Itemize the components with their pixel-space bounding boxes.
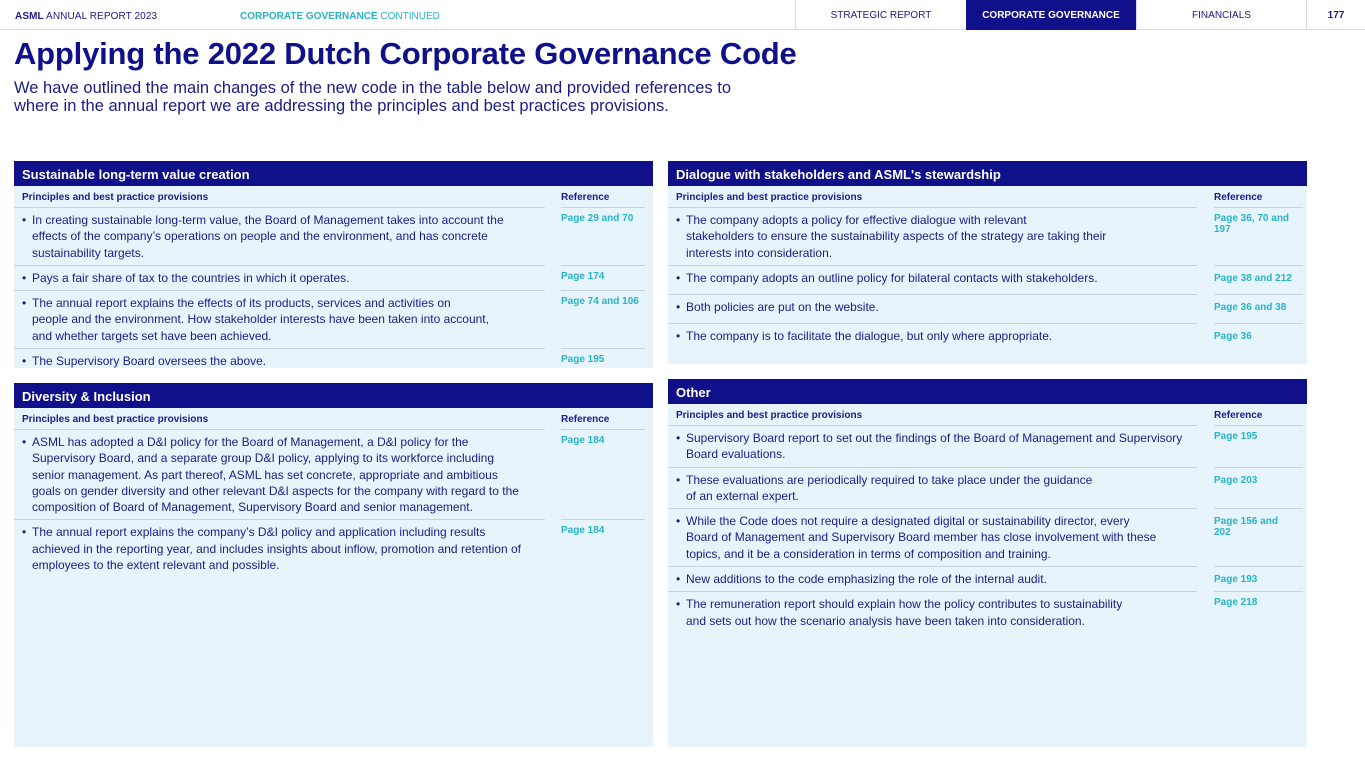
table-row [14,520,653,577]
reference-link[interactable]: Page 36 [1214,331,1252,343]
bullet-icon: • [676,270,681,285]
table-row [668,208,1307,266]
provision-text: The Supervisory Board oversees the above. [32,354,267,369]
column-headers [668,186,1307,208]
bullet-icon: • [676,572,681,587]
bullet-icon: • [22,525,27,540]
reference-link[interactable]: Page 36 and 38 [1214,295,1303,324]
reference-link[interactable]: Page 218 [1214,597,1258,609]
reference-link[interactable]: Page 203 [1214,468,1303,510]
reference-link[interactable]: Page 36, 70 and 197 [1214,208,1303,266]
provision-text: ASML has adopted a D&I policy for the Board of Management, a D&I policy for the Supervisory Board, and a separate group D&I policy, applying to its workforce including senior management. As part thereof, ASML has set concrete, appropriate and ambitious goals on gender diversity and other relevant D&I aspects for the company with regard to the composition of Board of Management, Supervisory Board and senior management. [32,435,519,515]
reference-link[interactable]: Page 184 [561,430,645,520]
provision-text: The remuneration report should explain how the policy contributes to sustainability and sets out how the scenario analysis have been taken into consideration. [686,597,1123,628]
panel-sustainable-value [14,161,653,368]
table-row [14,430,653,520]
table-row [668,426,1307,468]
table-row [668,509,1307,567]
table-row [14,291,653,349]
column-header-principles: Principles and best practice provisions [668,404,1197,426]
bullet-icon: • [22,354,27,369]
provision-text: The annual report explains the company’s D&I policy and application including results achieved in the reporting year, and includes insights about inflow, promotion and retention of employees to the extent relevant and possible. [32,525,521,573]
column-headers [14,408,653,430]
nav-tab-financials[interactable]: FINANCIALS [1136,0,1306,30]
column-headers [668,404,1307,426]
column-headers [14,186,653,208]
bullet-icon: • [22,270,27,285]
provision-text: In creating sustainable long-term value, the Board of Management takes into account the effects of the company’s operations on people and the environment, and has concrete sustainability targets. [32,213,504,260]
table-row [668,468,1307,510]
column-header-reference: Reference [1214,404,1303,426]
table-row [14,266,653,291]
table-row [14,349,653,373]
panel-heading: Other [668,379,1307,404]
intro-line: We have outlined the main changes of the new code in the table below and provided references to [14,79,732,97]
table-row [668,324,1307,348]
reference-link[interactable]: Page 74 and 106 [561,291,645,349]
reference-link[interactable]: Page 193 [1214,567,1303,592]
provision-text: Pays a fair share of tax to the countries in which it operates. [32,270,350,285]
top-bar [0,0,1365,30]
table-row [668,295,1307,324]
nav-tab-strategic-report[interactable]: STRATEGIC REPORT [795,0,966,30]
column-header-principles: Principles and best practice provisions [668,186,1197,208]
panel-other [668,379,1307,747]
provision-text: These evaluations are periodically required to take place under the guidance of an external expert. [686,472,1093,503]
provision-text: The company adopts a policy for effective dialogue with relevant stakeholders to ensure the sustainability aspects of the strategy are taking their interests into consideration. [686,213,1107,260]
bullet-icon: • [22,213,27,227]
reference-link[interactable]: Page 29 and 70 [561,208,645,266]
intro-text [14,79,794,115]
provision-text: The company adopts an outline policy for bilateral contacts with stakeholders. [686,270,1098,285]
table-row [14,208,653,266]
panel-heading: Diversity & Inclusion [14,383,653,408]
panel-heading: Sustainable long-term value creation [14,161,653,186]
provision-text: While the Code does not require a designated digital or sustainability director, every Board of Management and Supervisory Board member has close involvement with these topics, and it be a consideration in terms of composition and training. [686,514,1157,561]
bullet-icon: • [676,431,681,445]
reference-link[interactable]: Page 184 [561,525,605,537]
section-name: CORPORATE GOVERNANCE [240,11,378,22]
column-header-reference: Reference [561,186,645,208]
report-brand [15,11,157,22]
bullet-icon: • [676,300,681,315]
column-header-principles: Principles and best practice provisions [14,408,545,430]
intro-line: where in the annual report we are addressing the principles and best practices provisions. [14,97,669,115]
reference-link[interactable]: Page 195 [1214,426,1303,468]
bullet-icon: • [22,435,27,449]
table-row [668,266,1307,295]
reference-link[interactable]: Page 174 [561,266,645,291]
provision-text: Supervisory Board report to set out the findings of the Board of Management and Supervisory Board evaluations. [686,431,1183,462]
provision-text: The company is to facilitate the dialogue, but only where appropriate. [686,329,1053,344]
panel-stakeholder-dialogue [668,161,1307,364]
bullet-icon: • [676,213,681,227]
table-row [668,567,1307,592]
bullet-icon: • [22,296,27,311]
section-continued: CONTINUED [377,11,440,22]
section-breadcrumb [240,11,440,22]
panel-heading: Dialogue with stakeholders and ASML's stewardship [668,161,1307,186]
reference-link[interactable]: Page 195 [561,354,605,366]
page-number: 177 [1306,0,1365,30]
reference-link[interactable]: Page 38 and 212 [1214,266,1303,295]
reference-link[interactable]: Page 156 and 202 [1214,509,1303,567]
page-title: Applying the 2022 Dutch Corporate Governance Code [14,36,797,71]
bullet-icon: • [676,472,681,487]
panel-diversity-inclusion [14,383,653,747]
bullet-icon: • [676,329,681,344]
bullet-icon: • [676,597,681,612]
provision-text: Both policies are put on the website. [686,300,879,315]
nav-tab-corporate-governance[interactable]: CORPORATE GOVERNANCE [966,0,1136,30]
column-header-reference: Reference [1214,186,1303,208]
column-header-principles: Principles and best practice provisions [14,186,545,208]
provision-text: New additions to the code emphasizing the role of the internal audit. [686,572,1047,587]
report-name: ANNUAL REPORT 2023 [43,11,158,22]
bullet-icon: • [676,514,681,529]
provision-text: The annual report explains the effects of its products, services and activities on people and the environment. How stakeholder interests have been taken into account, and whether targets set have been achieved. [32,296,489,343]
table-row [668,592,1307,633]
brand-name: ASML [15,11,44,22]
column-header-reference: Reference [561,408,645,430]
